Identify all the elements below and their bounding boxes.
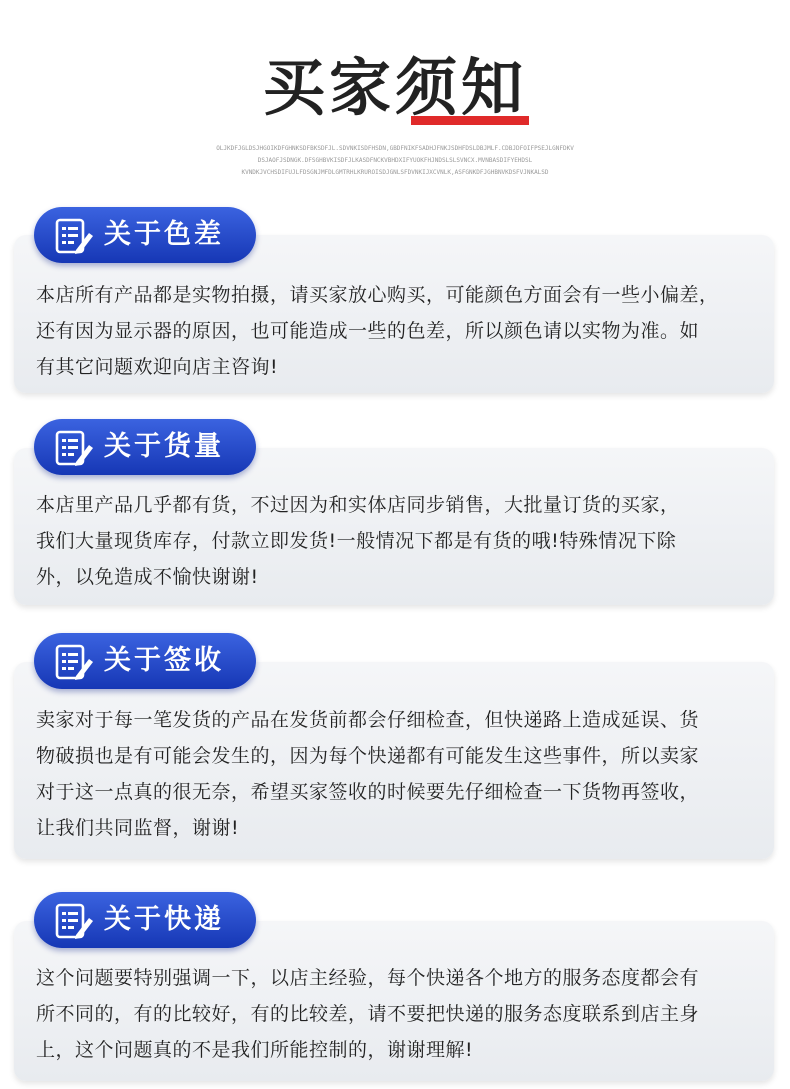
page-title-text: 买家须知 (262, 51, 527, 124)
section-header-stock (34, 419, 256, 475)
section-body (36, 277, 758, 385)
section-title: 关于货量 (104, 431, 224, 462)
section-header-delivery (34, 892, 256, 948)
section-card-receipt (14, 662, 774, 859)
section-title: 关于签收 (104, 645, 224, 676)
section-line: 有其它问题欢迎向店主咨询! (36, 356, 279, 378)
checklist-pen-icon (54, 217, 94, 255)
section-line: 所不同的，有的比较好，有的比较差，请不要把快递的服务态度联系到店主身 (36, 1003, 700, 1025)
decorative-noise-line-1: OLJKDFJGLDSJHGOIKDFGHNKSDFBKSDFJL.SDVNKISDFHSDN,GBDFNIKFSADHJFNKJSDHFDSLDBJMLF.CDBJDFOIFPSEJLGNFDKV (216, 145, 574, 152)
checklist-pen-icon (54, 643, 94, 681)
section-body (36, 702, 758, 846)
section-line: 上，这个问题真的不是我们所能控制的，谢谢理解! (36, 1039, 474, 1061)
page-title (263, 48, 527, 128)
section-line: 卖家对于每一笔发货的产品在发货前都会仔细检查，但快递路上造成延误、货 (36, 709, 700, 731)
section-line: 外，以免造成不愉快谢谢! (36, 566, 259, 588)
section-header-color-difference (34, 207, 256, 263)
section-line: 让我们共同监督，谢谢! (36, 817, 240, 839)
section-title: 关于色差 (104, 219, 224, 250)
section-body (36, 487, 758, 595)
checklist-pen-icon (54, 429, 94, 467)
section-line: 本店所有产品都是实物拍摄，请买家放心购买，可能颜色方面会有一些小偏差， (36, 284, 719, 306)
section-body (36, 960, 758, 1068)
section-line: 还有因为显示器的原因，也可能造成一些的色差，所以颜色请以实物为准。如 (36, 320, 700, 342)
decorative-noise-line-2: DSJAOFJSDNGK.DFSGHBVKISDFJLKASDFNCKVBHDXIFYUOKFHJNDSLSLSVNCX.MVNBASDIFYEHDSL (257, 157, 533, 164)
section-line: 我们大量现货库存，付款立即发货!一般情况下都是有货的哦!特殊情况下除 (36, 530, 677, 552)
section-line: 物破损也是有可能会发生的，因为每个快递都有可能发生这些事件，所以卖家 (36, 745, 700, 767)
checklist-pen-icon (54, 902, 94, 940)
section-header-receipt (34, 633, 256, 689)
section-line: 对于这一点真的很无奈，希望买家签收的时候要先仔细检查一下货物再签收， (36, 781, 700, 803)
section-line: 这个问题要特别强调一下，以店主经验，每个快递各个地方的服务态度都会有 (36, 967, 700, 989)
section-line: 本店里产品几乎都有货，不过因为和实体店同步销售，大批量订货的买家， (36, 494, 680, 516)
header (0, 48, 790, 128)
decorative-noise-line-3: KVNDKJVCHSDIFUJLFDSGNJMFDLGMTRHLKRUROISDJGNLSFDVNKIJXCVNLK,ASFGNKDFJGHBNVKDSFVJNKALSD (241, 169, 549, 176)
section-title: 关于快递 (104, 904, 224, 935)
